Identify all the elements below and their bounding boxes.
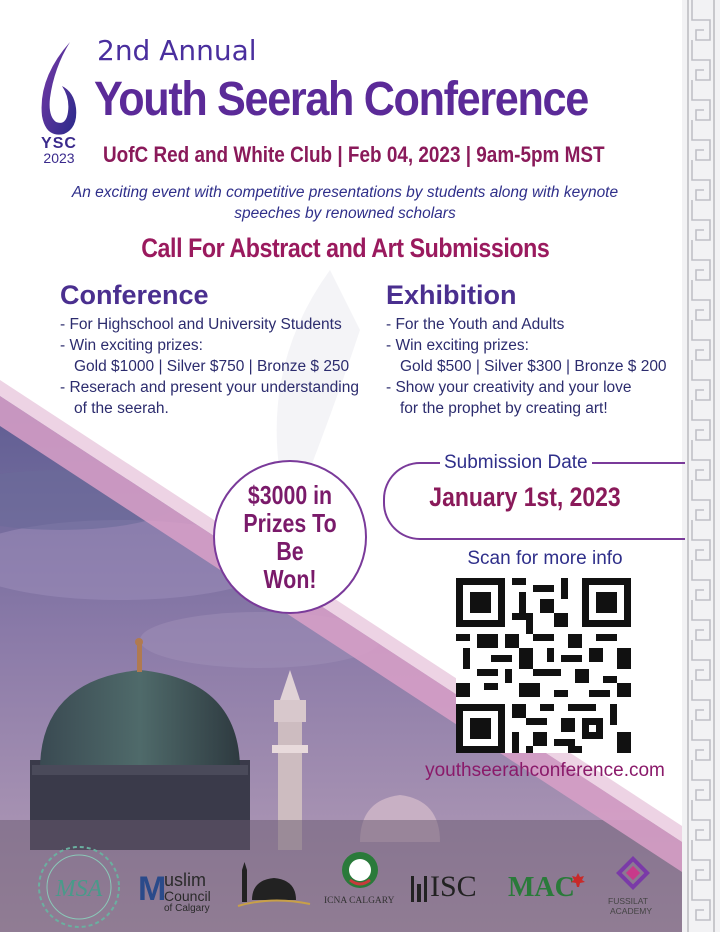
exhibition-line: - For the Youth and Adults <box>386 316 565 333</box>
mcc-logo <box>138 868 230 918</box>
fussilat-text-2: ACADEMY <box>610 906 653 916</box>
decorative-border <box>682 0 720 932</box>
submission-label: Submission Date <box>440 452 592 474</box>
exhibition-line: for the prophet by creating art! <box>400 400 608 417</box>
fussilat-logo <box>604 854 664 924</box>
isc-text: ISC <box>430 870 477 903</box>
icna-text: ICNA CALGARY <box>324 896 395 906</box>
isc-minaret-icon <box>408 868 430 904</box>
mac-text: MAC <box>508 872 575 903</box>
mcc-calgary: of Calgary <box>164 903 210 914</box>
icna-logo <box>322 850 398 924</box>
event-subtitle: 2nd Annual <box>97 34 257 67</box>
ysc-logo-text <box>28 136 90 166</box>
prize-badge <box>213 460 367 614</box>
exhibition-line: - Show your creativity and your love <box>386 379 632 396</box>
maple-leaf-icon <box>570 872 586 888</box>
exhibition-line: - Win exciting prizes: <box>386 337 529 354</box>
call-for-submissions <box>40 233 650 264</box>
isc-logo <box>408 868 480 908</box>
logo-abbr: YSC <box>41 135 77 152</box>
icna-emblem-icon <box>340 850 380 890</box>
call-text: Call For Abstract and Art Submissions <box>140 233 550 263</box>
scan-label: Scan for more info <box>467 548 623 569</box>
prize-line: Won! <box>263 564 317 594</box>
conference-heading: Conference <box>60 280 209 310</box>
mcc-m: M <box>138 870 167 908</box>
mosque-logo-icon <box>232 856 316 916</box>
msa-text: MSA <box>55 876 103 902</box>
submission-date: January 1st, 2023 <box>429 482 621 512</box>
mac-logo <box>508 872 588 908</box>
conference-line: - Win exciting prizes: <box>60 337 203 354</box>
logo-year: 2023 <box>43 150 75 166</box>
conference-section <box>60 280 359 419</box>
sponsor-strip <box>0 842 682 932</box>
conference-prizes: Gold $1000 | Silver $750 | Bronze $ 250 <box>74 358 350 375</box>
website-url[interactable]: youthseerahconference.com <box>425 760 665 781</box>
conference-line: of the seerah. <box>74 400 169 417</box>
event-description: An exciting event with competitive presentations by students along with keynote speeches by renowned scholars <box>71 184 619 222</box>
qr-code-icon[interactable] <box>456 578 631 753</box>
fussilat-emblem-icon <box>614 854 652 892</box>
conference-line: - Reserach and present your understanding <box>60 379 359 396</box>
prize-line: Prizes To Be <box>243 508 337 566</box>
mcc-council: Council <box>164 888 211 904</box>
conference-line: - For Highschool and University Students <box>60 316 342 333</box>
exhibition-heading: Exhibition <box>386 280 517 310</box>
prize-line: $3000 in <box>247 480 333 510</box>
fussilat-text-1: FUSSILAT <box>608 896 648 906</box>
msa-logo-icon <box>36 844 122 930</box>
event-title: Youth Seerah Conference <box>94 73 588 126</box>
exhibition-prizes: Gold $500 | Silver $300 | Bronze $ 200 <box>400 358 667 375</box>
mcc-uslim: uslim <box>164 870 207 890</box>
event-venue-date: UofC Red and White Club | Feb 04, 2023 | 9am-5pm MST <box>103 142 605 167</box>
exhibition-section <box>386 280 667 419</box>
